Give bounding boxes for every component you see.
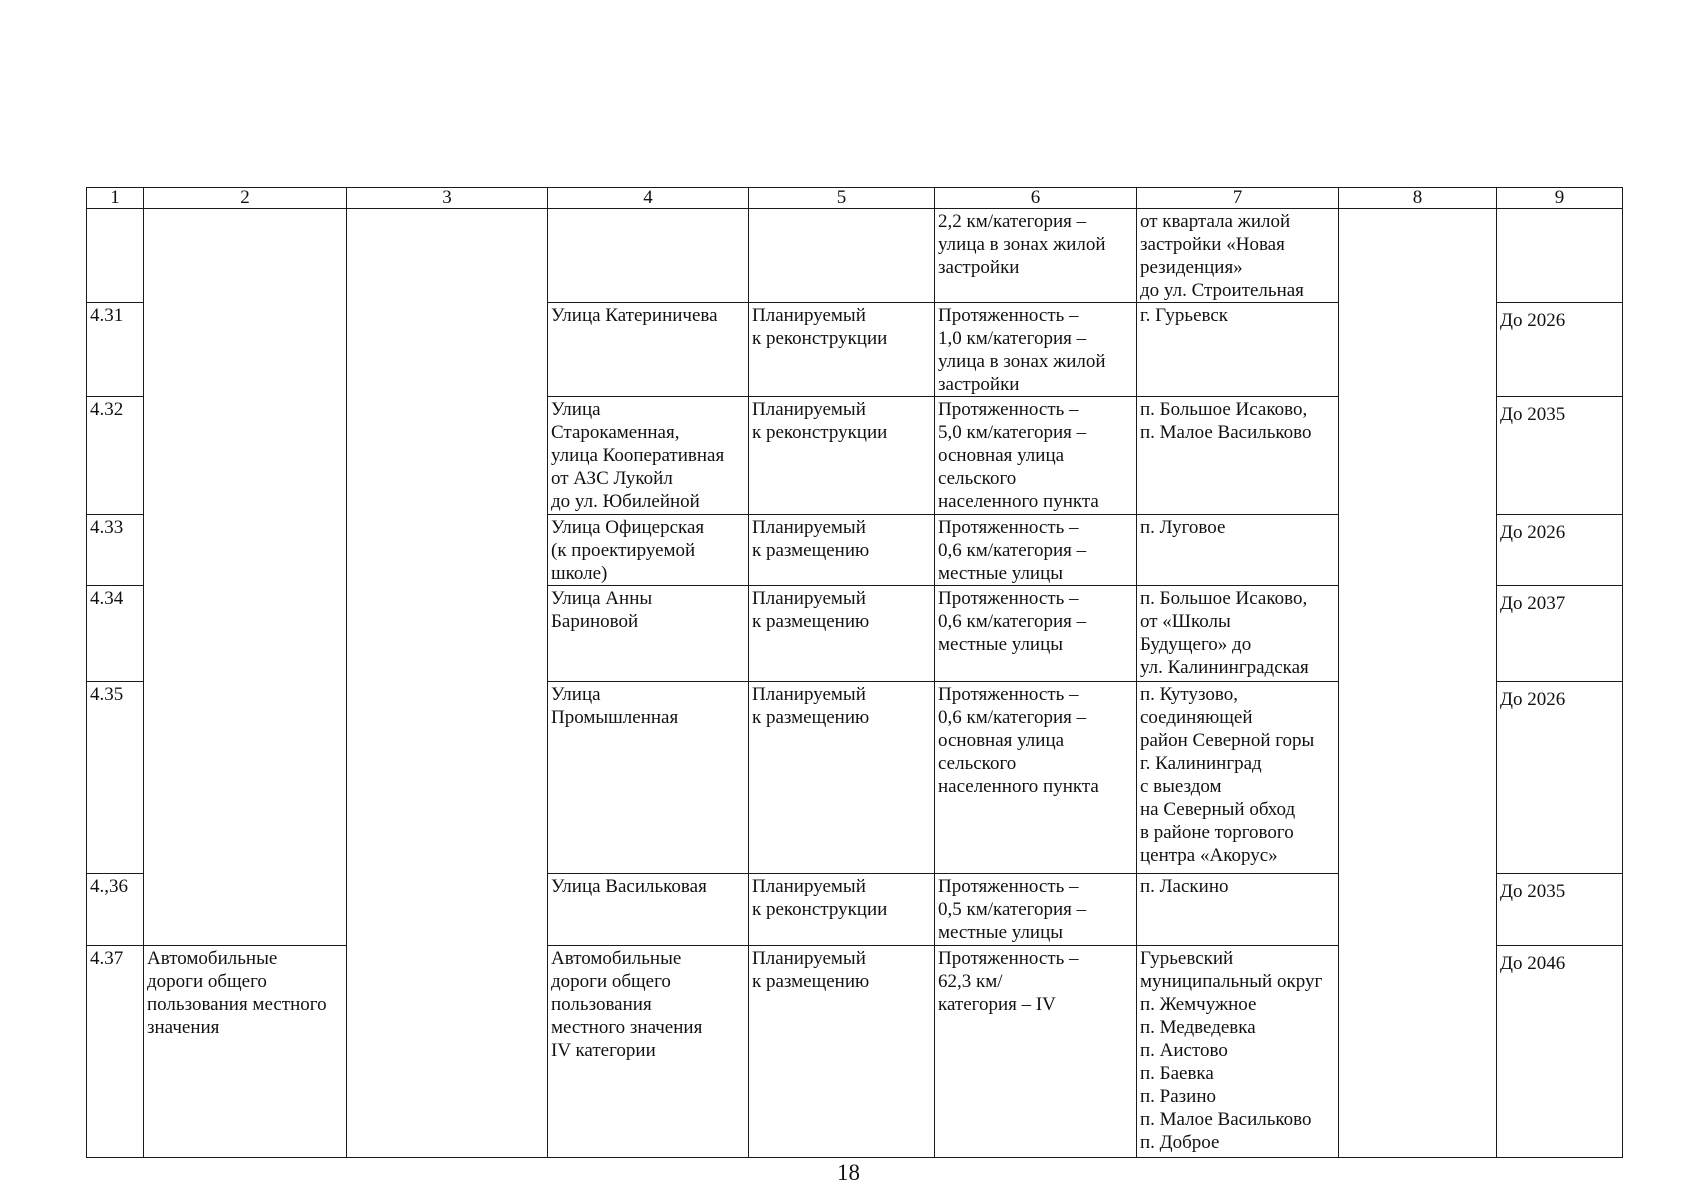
cell-text-line: Улица Анны — [551, 588, 653, 609]
status-cell — [749, 209, 935, 303]
cell-text-line: резиденция» — [1140, 257, 1243, 278]
cell-text-line: пользования — [551, 994, 652, 1015]
cell-text-line: улица в зонах жилой — [938, 234, 1106, 255]
cell-text-line: Протяженность – — [938, 305, 1079, 326]
cell-text-line: основная улица — [938, 445, 1065, 466]
cell-text-line: с выездом — [1140, 776, 1222, 797]
header-cell: 6 — [935, 188, 1137, 209]
cell-text-line: Улица Офицерская — [551, 517, 705, 538]
cell-text-line: Протяженность – — [938, 399, 1079, 420]
cell-text-line: Планируемый — [752, 588, 866, 609]
object-name-cell — [548, 946, 749, 1158]
cell-text-line: школе) — [551, 563, 608, 584]
cell-text-line: местного значения — [551, 1017, 703, 1038]
cell-text-line: застройки — [938, 257, 1020, 278]
location-cell — [1137, 209, 1339, 303]
cell-text-line: п. Малое Васильково — [1140, 1109, 1312, 1130]
cell-text-line: Улица — [551, 684, 601, 705]
header-cell: 8 — [1339, 188, 1497, 209]
cell-text-line: сельского — [938, 753, 1017, 774]
deadline-cell: До 2046 — [1497, 946, 1623, 1158]
column-3-cell — [347, 209, 548, 1158]
object-type-cell — [144, 209, 347, 946]
row-number-cell: 4.,36 — [87, 874, 144, 946]
cell-text-line: до ул. Юбилейной — [551, 491, 700, 512]
cell-text-line: 5,0 км/категория – — [938, 422, 1087, 443]
cell-text-line: ул. Калининградская — [1140, 657, 1309, 678]
cell-text-line: IV категории — [551, 1040, 656, 1061]
cell-text-line: к реконструкции — [752, 422, 888, 443]
cell-text-line: местные улицы — [938, 922, 1064, 943]
cell-text-line: г. Калининград — [1140, 753, 1262, 774]
location-cell — [1137, 515, 1339, 586]
header-cell: 9 — [1497, 188, 1623, 209]
object-type-cell — [144, 946, 347, 1158]
location-cell — [1137, 874, 1339, 946]
cell-text-line: п. Кутузово, — [1140, 684, 1238, 705]
cell-text-line: п. Баевка — [1140, 1063, 1214, 1084]
characteristics-cell — [935, 946, 1137, 1158]
characteristics-cell — [935, 682, 1137, 874]
cell-text-line: п. Аистово — [1140, 1040, 1228, 1061]
cell-text-line: п. Ласкино — [1140, 876, 1229, 897]
object-name-cell — [548, 515, 749, 586]
cell-text-line: Бариновой — [551, 611, 639, 632]
cell-text-line: Планируемый — [752, 948, 866, 969]
header-cell: 5 — [749, 188, 935, 209]
cell-text-line: п. Доброе — [1140, 1132, 1220, 1153]
cell-text-line: Улица Катериничева — [551, 305, 718, 326]
road-plan-table — [86, 187, 1623, 1158]
cell-text-line: п. Луговое — [1140, 517, 1226, 538]
cell-text-line: населенного пункта — [938, 491, 1099, 512]
row-number-cell: 4.34 — [87, 586, 144, 682]
characteristics-cell — [935, 515, 1137, 586]
cell-text-line: дороги общего — [551, 971, 671, 992]
header-cell: 2 — [144, 188, 347, 209]
cell-text-line: категория – IV — [938, 994, 1056, 1015]
cell-text-line: Старокаменная, — [551, 422, 680, 443]
row-number-cell: 4.31 — [87, 303, 144, 397]
cell-text-line: п. Медведевка — [1140, 1017, 1256, 1038]
cell-text-line: 0,6 км/категория – — [938, 540, 1087, 561]
cell-text-line: к реконструкции — [752, 328, 888, 349]
characteristics-cell — [935, 586, 1137, 682]
cell-text-line: на Северный обход — [1140, 799, 1296, 820]
deadline-cell: До 2026 — [1497, 515, 1623, 586]
deadline-cell — [1497, 209, 1623, 303]
row-number-cell: 4.32 — [87, 397, 144, 515]
cell-text-line: улица в зонах жилой — [938, 351, 1106, 372]
location-cell — [1137, 682, 1339, 874]
cell-text-line: Улица Васильковая — [551, 876, 707, 897]
cell-text-line: к размещению — [752, 540, 870, 561]
cell-text-line: Протяженность – — [938, 684, 1079, 705]
cell-text-line: застройки «Новая — [1140, 234, 1285, 255]
cell-text-line: значения — [147, 1017, 220, 1038]
row-number-cell — [87, 209, 144, 303]
cell-text-line: Протяженность – — [938, 517, 1079, 538]
cell-text-line: от АЗС Лукойл — [551, 468, 673, 489]
status-cell — [749, 874, 935, 946]
location-cell — [1137, 946, 1339, 1158]
characteristics-cell — [935, 874, 1137, 946]
deadline-cell: До 2026 — [1497, 682, 1623, 874]
object-name-cell — [548, 397, 749, 515]
cell-text-line: местные улицы — [938, 563, 1064, 584]
deadline-cell: До 2026 — [1497, 303, 1623, 397]
cell-text-line: Гурьевский — [1140, 948, 1234, 969]
cell-text-line: п. Разино — [1140, 1086, 1217, 1107]
header-cell: 1 — [87, 188, 144, 209]
cell-text-line: Протяженность – — [938, 876, 1079, 897]
cell-text-line: Улица — [551, 399, 601, 420]
cell-text-line: Планируемый — [752, 399, 866, 420]
cell-text-line: 0,6 км/категория – — [938, 707, 1087, 728]
cell-text-line: 0,6 км/категория – — [938, 611, 1087, 632]
cell-text-line: Планируемый — [752, 876, 866, 897]
status-cell — [749, 303, 935, 397]
cell-text-line: Планируемый — [752, 684, 866, 705]
row-number-cell: 4.33 — [87, 515, 144, 586]
cell-text-line: соединяющей — [1140, 707, 1253, 728]
cell-text-line: Автомобильные — [147, 948, 278, 969]
location-cell — [1137, 586, 1339, 682]
table-row — [87, 209, 1623, 303]
deadline-cell: До 2037 — [1497, 586, 1623, 682]
column-8-cell — [1339, 209, 1497, 1158]
cell-text-line: п. Большое Исаково, — [1140, 588, 1308, 609]
row-number-cell: 4.35 — [87, 682, 144, 874]
cell-text-line: центра «Акорус» — [1140, 845, 1278, 866]
cell-text-line: к размещению — [752, 971, 870, 992]
cell-text-line: 62,3 км/ — [938, 971, 1003, 992]
characteristics-cell — [935, 303, 1137, 397]
characteristics-cell — [935, 397, 1137, 515]
cell-text-line: Планируемый — [752, 305, 866, 326]
status-cell — [749, 515, 935, 586]
cell-text-line: Протяженность – — [938, 588, 1079, 609]
object-name-cell — [548, 874, 749, 946]
cell-text-line: от «Школы — [1140, 611, 1231, 632]
cell-text-line: улица Кооперативная — [551, 445, 725, 466]
header-cell: 4 — [548, 188, 749, 209]
cell-text-line: к размещению — [752, 707, 870, 728]
cell-text-line: сельского — [938, 468, 1017, 489]
cell-text-line: Будущего» до — [1140, 634, 1252, 655]
location-cell — [1137, 397, 1339, 515]
status-cell — [749, 397, 935, 515]
status-cell — [749, 586, 935, 682]
object-name-cell — [548, 209, 749, 303]
cell-text-line: п. Большое Исаково, — [1140, 399, 1308, 420]
cell-text-line: Планируемый — [752, 517, 866, 538]
cell-text-line: 1,0 км/категория – — [938, 328, 1087, 349]
cell-text-line: пользования местного — [147, 994, 327, 1015]
cell-text-line: Протяженность – — [938, 948, 1079, 969]
cell-text-line: (к проектируемой — [551, 540, 696, 561]
cell-text-line: застройки — [938, 374, 1020, 395]
object-name-cell — [548, 682, 749, 874]
page-number: 18 — [837, 1160, 860, 1185]
deadline-cell: До 2035 — [1497, 874, 1623, 946]
cell-text-line: Промышленная — [551, 707, 679, 728]
cell-text-line: Автомобильные — [551, 948, 682, 969]
cell-text-line: населенного пункта — [938, 776, 1099, 797]
cell-text-line: п. Жемчужное — [1140, 994, 1257, 1015]
characteristics-cell — [935, 209, 1137, 303]
cell-text-line: г. Гурьевск — [1140, 305, 1229, 326]
cell-text-line: муниципальный округ — [1140, 971, 1323, 992]
status-cell — [749, 946, 935, 1158]
cell-text-line: в районе торгового — [1140, 822, 1294, 843]
row-number-cell: 4.37 — [87, 946, 144, 1158]
cell-text-line: дороги общего — [147, 971, 267, 992]
cell-text-line: от квартала жилой — [1140, 211, 1291, 232]
header-cell: 7 — [1137, 188, 1339, 209]
cell-text-line: район Северной горы — [1140, 730, 1315, 751]
cell-text-line: 2,2 км/категория – — [938, 211, 1087, 232]
object-name-cell — [548, 586, 749, 682]
location-cell — [1137, 303, 1339, 397]
deadline-cell: До 2035 — [1497, 397, 1623, 515]
cell-text-line: местные улицы — [938, 634, 1064, 655]
cell-text-line: до ул. Строительная — [1140, 280, 1304, 301]
header-cell: 3 — [347, 188, 548, 209]
column-number-row — [87, 188, 1623, 209]
cell-text-line: 0,5 км/категория – — [938, 899, 1087, 920]
object-name-cell — [548, 303, 749, 397]
cell-text-line: к размещению — [752, 611, 870, 632]
status-cell — [749, 682, 935, 874]
cell-text-line: основная улица — [938, 730, 1065, 751]
cell-text-line: к реконструкции — [752, 899, 888, 920]
cell-text-line: п. Малое Васильково — [1140, 422, 1312, 443]
